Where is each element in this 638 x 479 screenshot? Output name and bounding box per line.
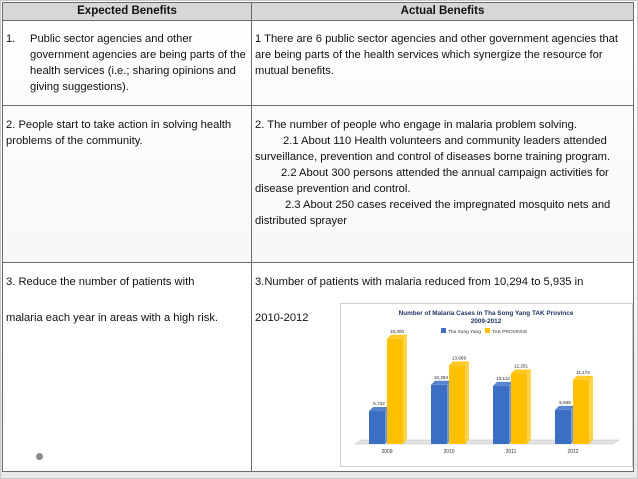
expected-benefit-2-text: 2. People start to take action in solving health problems of the community. [6,119,232,148]
slide-bullet-dot [36,453,43,460]
actual-benefit-3-line-2: 2010-2012 [255,312,309,325]
expected-benefit-2 [3,106,252,263]
header-actual-benefits: Actual Benefits [252,3,634,21]
actual-benefit-2 [252,106,634,263]
actual-benefit-2-item-2: 2.2 About 300 persons attended the annual campaign activities for disease prevention and control. [255,167,609,196]
table-row [3,106,634,263]
bar-tak-province-2011 [511,370,531,444]
actual-benefit-1 [252,20,634,106]
bar-tha-song-yang-2010 [431,381,451,444]
bar-tha-song-yang-2012 [555,406,575,444]
actual-benefit-2-item-1: 2.1 About 110 Health volunteers and community leaders attended surveillance, prevention and control of diseases borne training program. [255,135,611,164]
chart-plot-area [355,329,619,455]
data-label-1-0: 18,300 [389,328,405,334]
chart-title: Number of Malaria Cases in Tha Song Yang TAK Province [398,310,574,317]
chart-legend [441,328,527,335]
data-label-1-3: 11,172 [576,369,590,375]
x-tick-label-2011: 2011 [505,449,517,455]
data-label-0-1: 10,294 [433,374,449,380]
x-tick-label-2012: 2012 [567,449,579,455]
legend-label-0: Tha Song Yang [448,330,481,335]
actual-benefit-1-text: 1 There are 6 public sector agencies and other government agencies that are being parts of the health services which synergize the resource for mutual benefits. [255,32,618,77]
bar-tak-province-2010 [449,361,469,444]
bar-tak-province-2009 [387,335,407,444]
expected-benefit-3-line-2: malaria each year in areas with a high risk. [6,312,219,325]
x-tick-label-2010: 2010 [443,449,455,455]
bar-tha-song-yang-2009 [369,407,389,444]
legend-swatch-0 [441,328,446,333]
data-label-0-2: 10,112 [496,375,510,381]
data-label-1-1: 13,669 [451,355,467,361]
data-label-1-2: 12,251 [513,363,529,369]
actual-benefit-2-item-3: 2.3 About 250 cases received the impregnated mosquito nets and distributed sprayer [255,199,611,228]
expected-benefit-3-line-1: 3. Reduce the number of patients with [6,276,195,289]
legend-swatch-1 [485,328,490,333]
data-label-0-0: 5,732 [373,401,385,407]
actual-benefit-3-line-1: 3.Number of patients with malaria reduced from 10,294 to 5,935 in [255,276,584,289]
actual-benefit-2-intro: 2. The number of people who engage in malaria problem solving. [255,119,577,132]
header-expected-benefits: Expected Benefits [3,3,252,21]
item-number: 1. [6,32,16,45]
expected-benefit-1-text: Public sector agencies and other government agencies are being parts of the health services (i.e.; sharing opinions and giving suggestions). [30,32,246,93]
expected-benefit-1 [3,20,252,106]
expected-benefit-3 [3,263,252,472]
data-label-0-3: 5,935 [559,399,571,405]
table-row [3,20,634,106]
legend-label-1: TAK PROVINCE [492,330,528,335]
bar-tak-province-2012 [573,376,593,444]
malaria-cases-chart [340,303,633,467]
bar-tha-song-yang-2011 [493,382,513,444]
chart-svg [341,304,632,466]
table-header-row [3,3,634,21]
x-tick-label-2009: 2009 [381,449,393,455]
chart-subtitle: 2009-2012 [470,318,502,325]
